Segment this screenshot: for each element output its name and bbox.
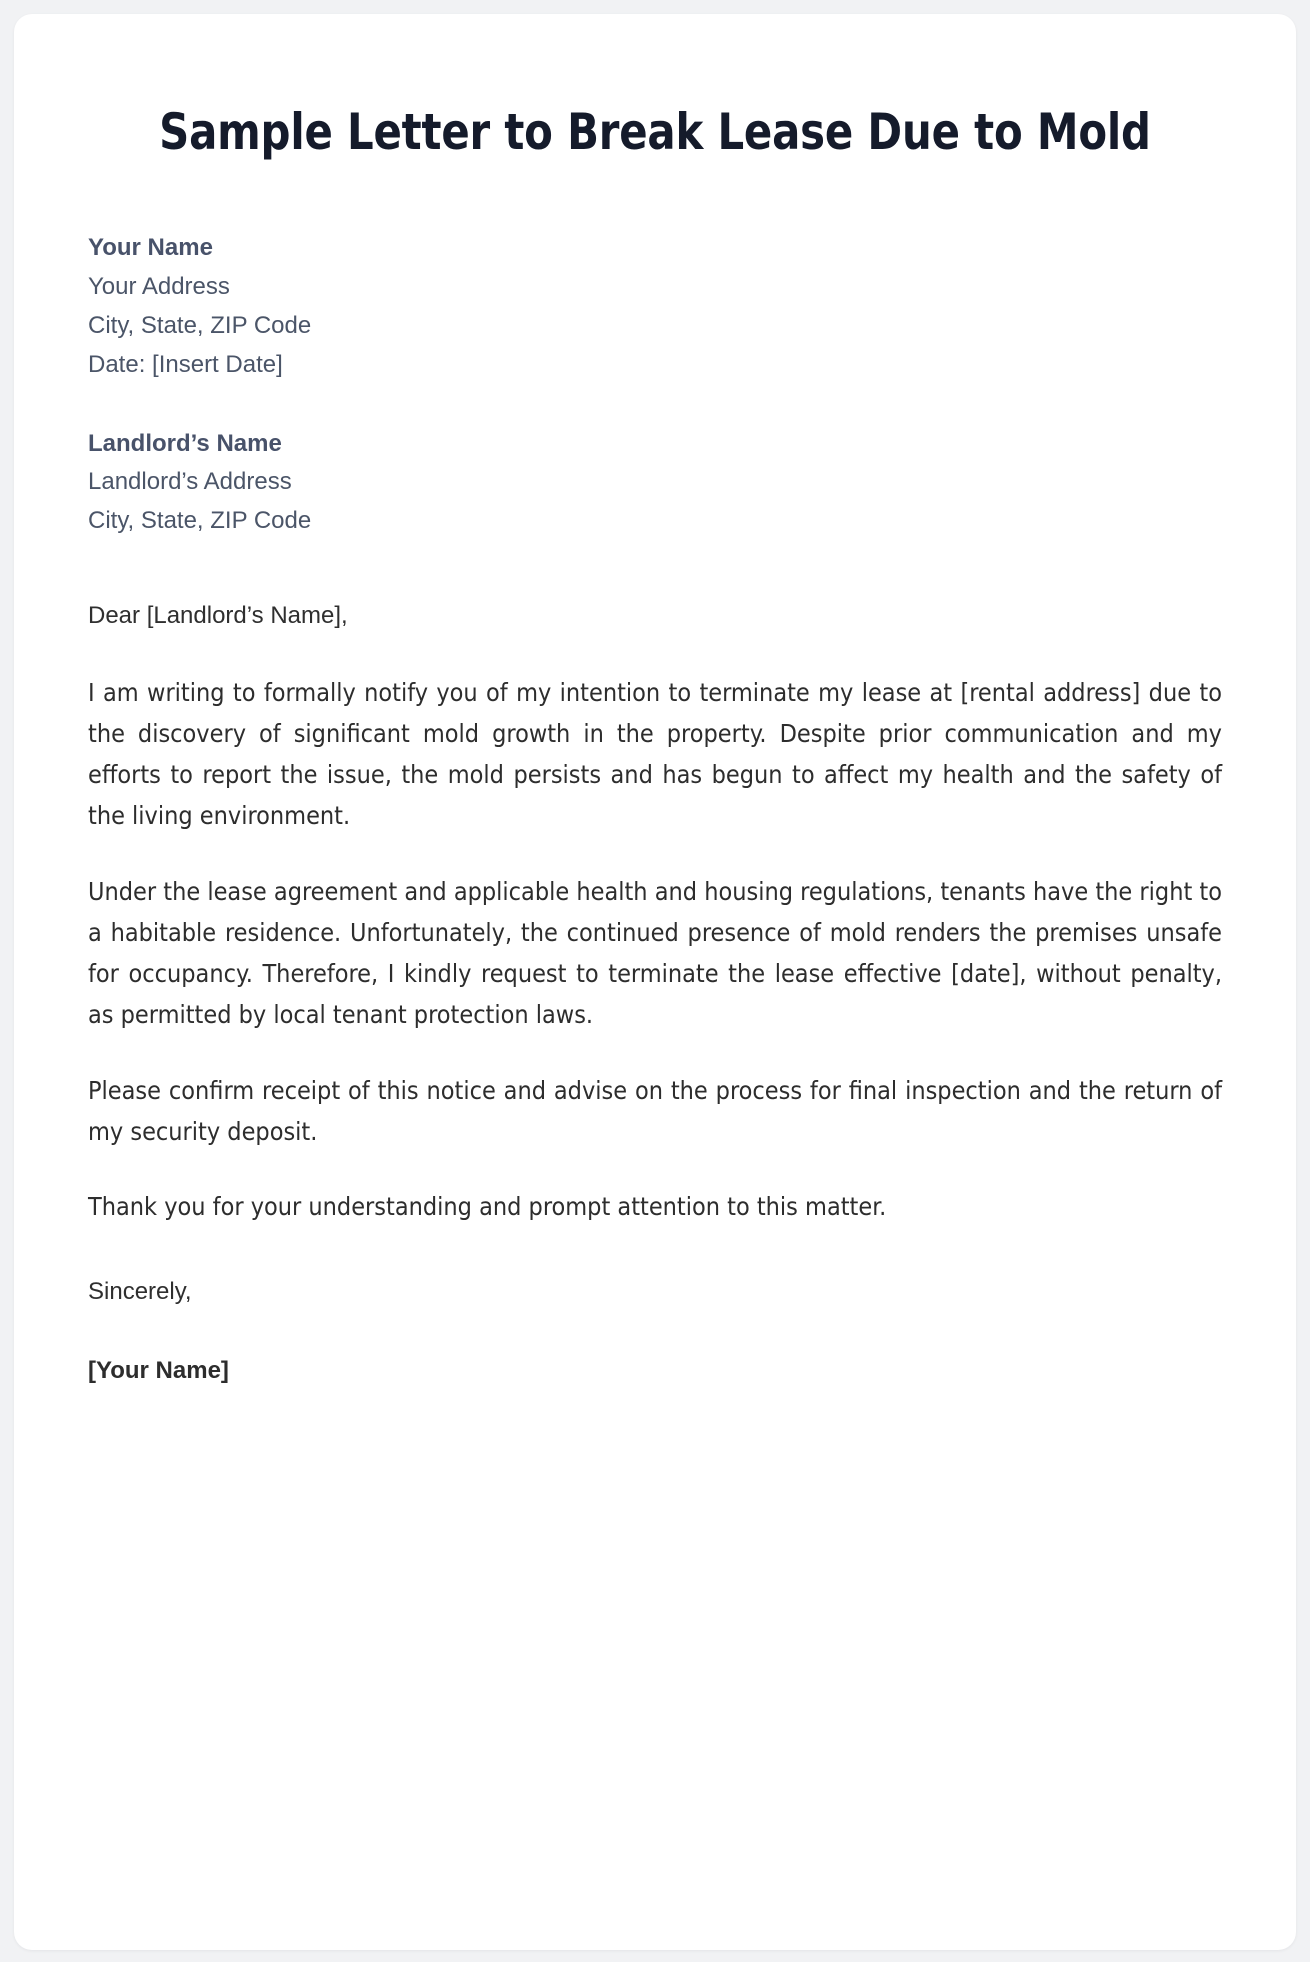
- sender-city-state-zip: City, State, ZIP Code: [88, 311, 312, 339]
- closing-salutation: Sincerely,: [88, 1278, 192, 1306]
- salutation: Dear [Landlord’s Name],: [88, 602, 348, 630]
- body-paragraph-3: Please confirm receipt of this notice and advise on the process for final inspection and the return of my security deposit.: [88, 1075, 1222, 1146]
- recipient-street-address: Landlord’s Address: [88, 468, 292, 496]
- recipient-address-block: [88, 425, 1222, 542]
- letter-card: [14, 14, 1296, 1950]
- sender-name: Your Name: [88, 234, 213, 261]
- recipient-name: Landlord’s Name: [88, 429, 282, 457]
- sender-address-block: [88, 229, 1222, 385]
- body-paragraph-2: Under the lease agreement and applicable health and housing regulations, tenants have the right to a habitable residence. Unfortunately, the continued presence of mold renders the premises unsafe for occupancy. Therefore, I kindly request to terminate the lease effective [date], without penalty, as permitted by local tenant protection laws.: [88, 876, 1222, 1030]
- body-paragraph-4: Thank you for your understanding and prompt attention to this matter.: [88, 1192, 887, 1222]
- body-paragraph-1: I am writing to formally notify you of my intention to terminate my lease at [rental address] due to the discovery of significant mold growth in the property. Despite prior communication and my efforts to report the issue, the mold persists and has begun to affect my health and the safety of the living environment.: [88, 677, 1222, 831]
- sender-street-address: Your Address: [88, 272, 230, 300]
- recipient-city-state-zip: City, State, ZIP Code: [88, 507, 312, 535]
- signature-name: [Your Name]: [88, 1356, 229, 1384]
- letter-date: Date: [Insert Date]: [88, 350, 283, 378]
- page-title: Sample Letter to Break Lease Due to Mold: [159, 103, 1151, 161]
